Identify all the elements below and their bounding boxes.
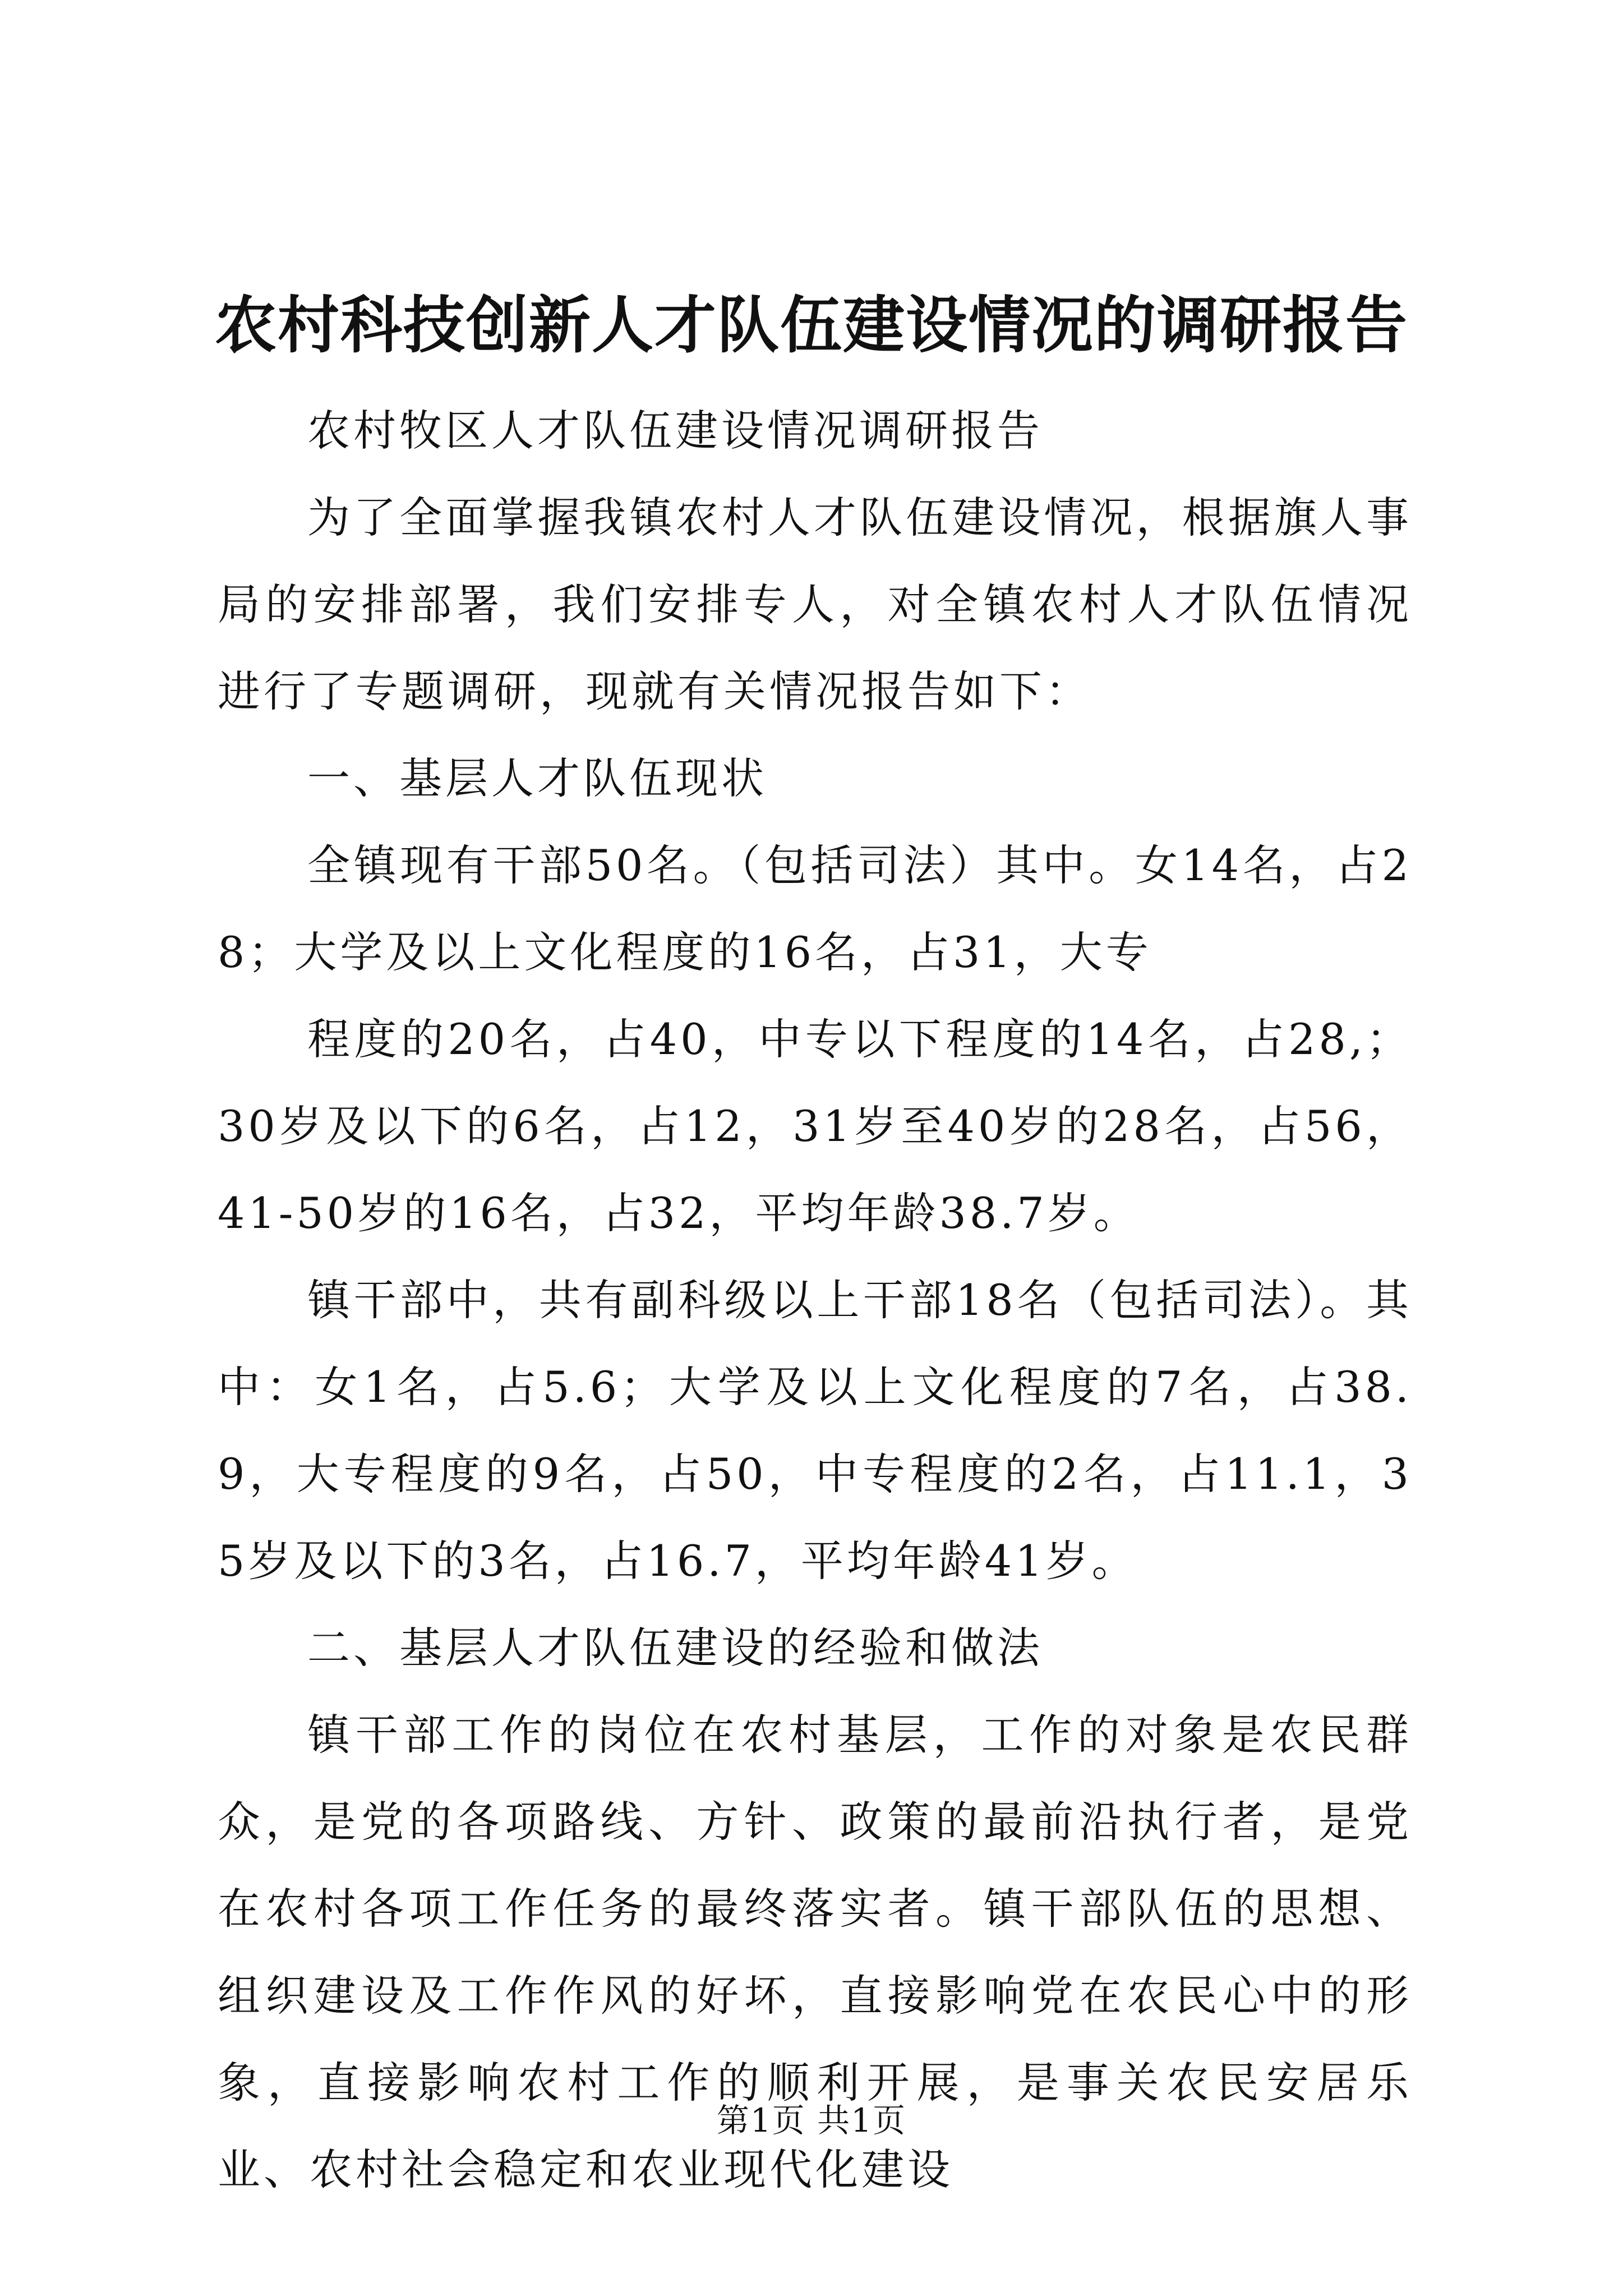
staff-stats-paragraph: 全镇现有干部50名。（包括司法）其中。女14名，占28；大学及以上文化程度的16名，占31，大专: [218, 840, 1412, 977]
intro-paragraph: 为了全面掌握我镇农村人才队伍建设情况，根据旗人事局的安排部署，我们安排专人，对全镇农村人才队伍情况进行了专题调研，现就有关情况报告如下：: [218, 493, 1412, 716]
work-role-paragraph: 镇干部工作的岗位在农村基层，工作的对象是农民群众，是党的各项路线、方针、政策的最前沿执行者，是党在农村各项工作任务的最终落实者。镇干部队伍的思想、组织建设及工作作风的好坏，直接影响党在农民心中的形象，直接影响农村工作的顺利开展，是事关农民安居乐业、农村社会稳定和农业现代化建设: [218, 1710, 1412, 2194]
document-title: 农村科技创新人才队伍建设情况的调研报告: [215, 289, 1408, 361]
section-heading-1: 一、基层人才队伍现状: [307, 753, 767, 803]
senior-cadre-paragraph: 镇干部中，共有副科级以上干部18名（包括司法）。其中：女1名，占5.6；大学及以上文化程度的7名，占38.9，大专程度的9名，占50，中专程度的2名，占11.1，35岁及以下的3名，占16.7，平均年龄41岁。: [218, 1275, 1412, 1586]
page-footer: 第1页 共1页: [716, 2101, 907, 2139]
document-body: [218, 387, 1412, 2213]
subtitle-paragraph: 农村牧区人才队伍建设情况调研报告: [307, 406, 1043, 455]
section-heading-2: 二、基层人才队伍建设的经验和做法: [307, 1623, 1043, 1673]
education-age-paragraph: 程度的20名，占40，中专以下程度的14名，占28,；30岁及以下的6名，占12，31岁至40岁的28名，占56，41-50岁的16名，占32，平均年龄38.7岁。: [218, 1014, 1412, 1238]
